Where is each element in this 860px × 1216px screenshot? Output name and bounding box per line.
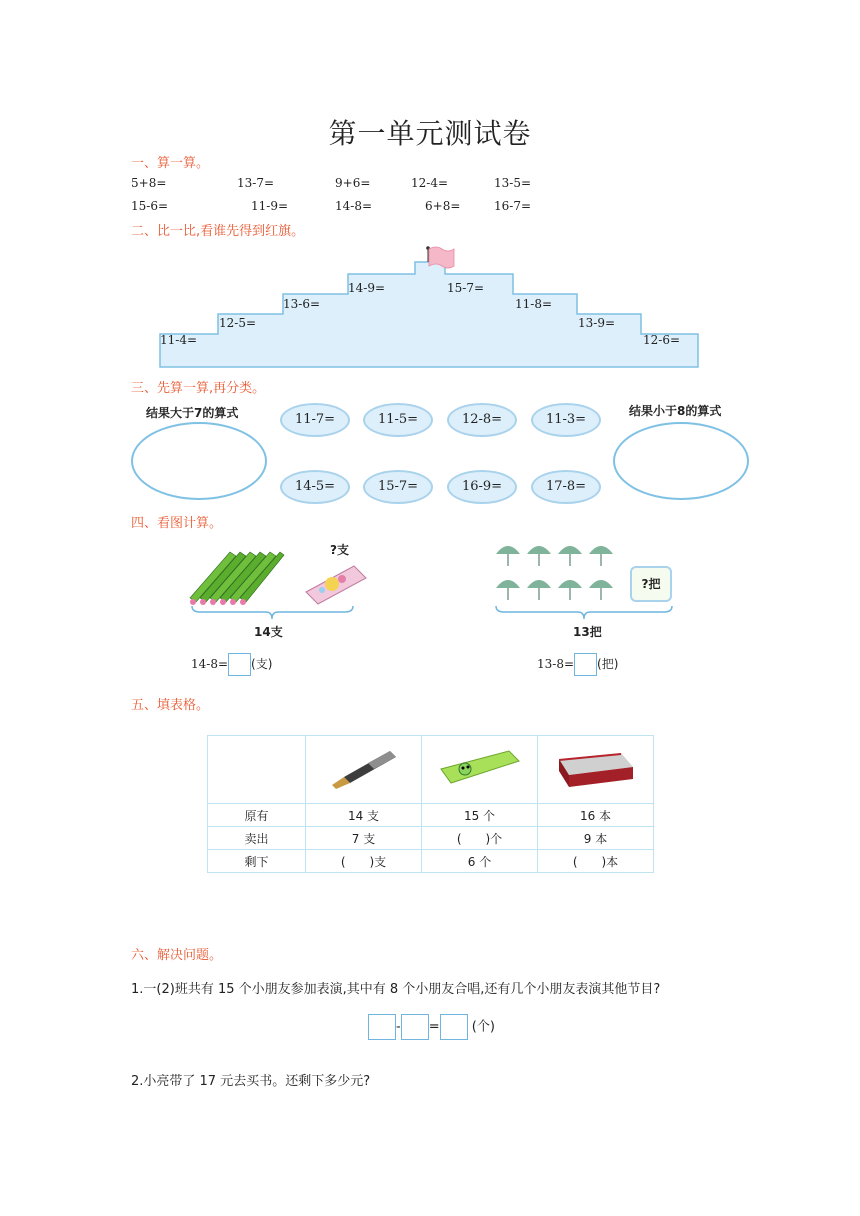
page-title: 第一单元测试卷 (328, 117, 532, 150)
table-cell: 7 支 (306, 827, 422, 850)
table-cell: 14 支 (306, 804, 422, 827)
pencil-case-illustration (302, 562, 368, 606)
umbrella-total-label: 13把 (573, 625, 602, 639)
pencil-box-icon (435, 743, 525, 793)
equation: 13-5= (494, 176, 532, 190)
stair-equation: 11-4= (160, 333, 198, 347)
brace-right (494, 604, 674, 622)
table-cell: 9 本 (538, 827, 654, 850)
answer-box[interactable] (228, 653, 251, 676)
unit-label: (把) (597, 657, 619, 671)
oval-equation[interactable]: 15-7= (363, 470, 433, 504)
table-cell: 6 个 (422, 850, 538, 873)
stair-equation: 11-8= (515, 297, 553, 311)
section-4-heading: 四、看图计算。 (131, 516, 223, 531)
pencil-question-label: ?支 (330, 543, 349, 557)
umbrellas-illustration (494, 540, 620, 608)
oval-equation[interactable]: 12-8= (447, 403, 517, 437)
stair-equation: 15-7= (447, 281, 485, 295)
section-5-heading: 五、填表格。 (131, 698, 210, 713)
equation: 13-7= (237, 176, 275, 190)
equation-text: 14-8= (191, 657, 229, 671)
oval-equation[interactable]: 16-9= (447, 470, 517, 504)
inventory-table (207, 735, 654, 873)
pen-image-cell (306, 736, 422, 804)
staircase-diagram (150, 240, 710, 372)
table-cell[interactable]: ( )本 (538, 850, 654, 873)
table-cell: 16 本 (538, 804, 654, 827)
row-label: 原有 (208, 804, 306, 827)
oval-equation[interactable]: 11-5= (363, 403, 433, 437)
problem-1-answer-row (368, 1014, 495, 1040)
table-cell: 15 个 (422, 804, 538, 827)
problem-1-text: 1.一(2)班共有 15 个小朋友参加表演,其中有 8 个小朋友合唱,还有几个小朋友表演其他节目? (131, 982, 661, 997)
book-icon (551, 743, 641, 793)
pencil-box-image-cell (422, 736, 538, 804)
section-6-heading: 六、解决问题。 (131, 948, 223, 963)
minus-sign: - (396, 1019, 401, 1035)
equation: 12-4= (411, 176, 449, 190)
stair-equation: 13-9= (578, 316, 616, 330)
oval-equation[interactable]: 14-5= (280, 470, 350, 504)
equation: 6+8= (425, 199, 461, 213)
umbrella-equation (537, 653, 618, 676)
table-cell[interactable]: ( )个 (422, 827, 538, 850)
stair-equation: 12-6= (643, 333, 681, 347)
equation: 15-6= (131, 199, 169, 213)
book-image-cell (538, 736, 654, 804)
fountain-pen-icon (324, 743, 404, 793)
equation-text: 13-8= (537, 657, 575, 671)
unit-label: (支) (251, 657, 273, 671)
equation: 11-9= (251, 199, 289, 213)
brace-left (190, 604, 355, 622)
oval-equation[interactable]: 11-7= (280, 403, 350, 437)
row-label: 卖出 (208, 827, 306, 850)
right-answer-oval[interactable] (613, 422, 749, 500)
stair-equation: 13-6= (283, 297, 321, 311)
section-3-heading: 三、先算一算,再分类。 (131, 381, 266, 396)
pencils-illustration (186, 546, 286, 608)
section-2-heading: 二、比一比,看谁先得到红旗。 (131, 224, 305, 239)
left-answer-oval[interactable] (131, 422, 267, 500)
table-cell[interactable]: ( )支 (306, 850, 422, 873)
equation: 16-7= (494, 199, 532, 213)
stair-equation: 12-5= (219, 316, 257, 330)
table-corner-cell (208, 736, 306, 804)
problem-2-text: 2.小亮带了 17 元去买书。还剩下多少元? (131, 1074, 371, 1089)
equation: 5+8= (131, 176, 167, 190)
equation: 9+6= (335, 176, 371, 190)
equation: 14-8= (335, 199, 373, 213)
left-category-label: 结果大于7的算式 (146, 406, 239, 420)
pencil-equation (191, 653, 272, 676)
answer-box[interactable] (440, 1014, 468, 1040)
pencil-total-label: 14支 (254, 625, 283, 639)
oval-equation[interactable]: 17-8= (531, 470, 601, 504)
umbrella-question-box: ?把 (630, 566, 672, 602)
answer-box[interactable] (401, 1014, 429, 1040)
unit-label: (个) (471, 1019, 495, 1035)
right-category-label: 结果小于8的算式 (629, 404, 722, 418)
oval-equation[interactable]: 11-3= (531, 403, 601, 437)
answer-box[interactable] (574, 653, 597, 676)
equals-sign: = (428, 1019, 440, 1035)
row-label: 剩下 (208, 850, 306, 873)
stair-equation: 14-9= (348, 281, 386, 295)
answer-box[interactable] (368, 1014, 396, 1040)
section-1-heading: 一、算一算。 (131, 156, 210, 171)
